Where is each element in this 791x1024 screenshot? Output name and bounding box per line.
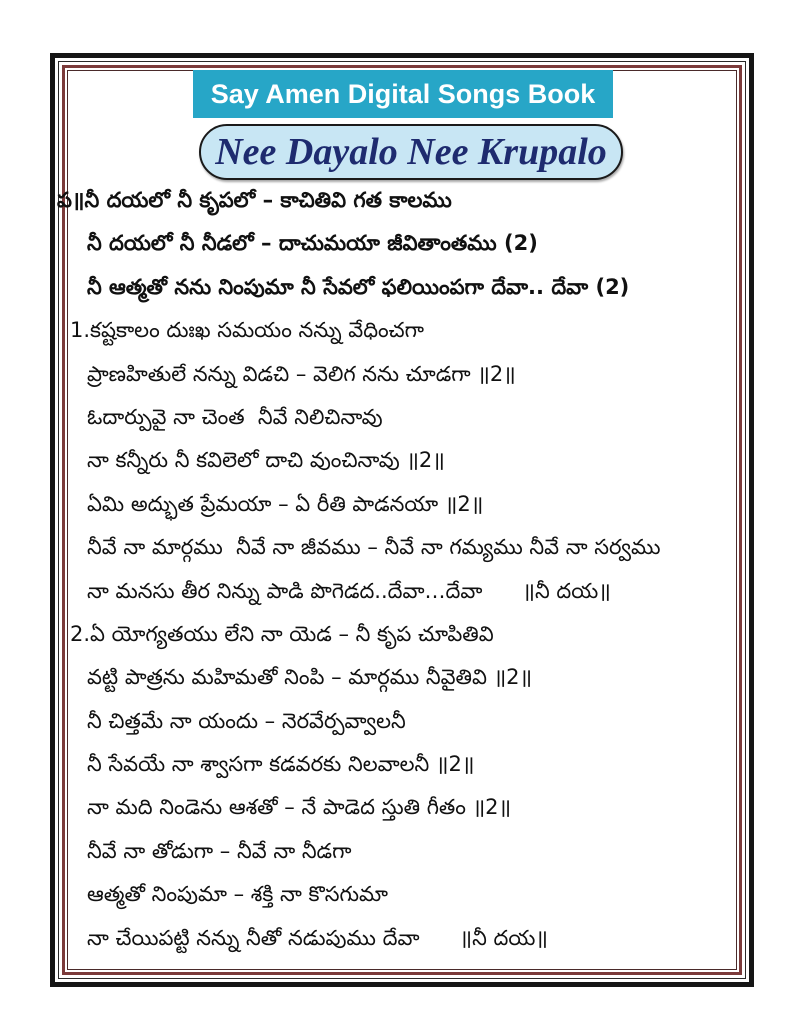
verse-2-line: వట్టి పాత్రను మహిమతో నింపి – మార్గము నీవైతివి ॥2॥	[87, 665, 533, 690]
verse-1-line: ఏమి అద్భుత ప్రేమయా – ఏ రీతి పాడనయా ॥2॥	[87, 491, 484, 516]
verse-2-line: నా చేయిపట్టి నన్ను నీతో నడుపుము దేవా ॥నీ దయ॥	[87, 925, 548, 950]
verse-1-line: ఓదార్పువై నా చెంత నీవే నిలిచినావు	[87, 404, 383, 429]
verse-1-line: 1.కష్టకాలం దుఃఖ సమయం నన్ను వేధించగా	[70, 318, 424, 343]
verse-2-line: ఆత్మతో నింపుమా – శక్తి నా కొసగుమా	[87, 882, 388, 907]
song-title-pill	[199, 124, 623, 180]
verse-2-line: 2.ఏ యోగ్యతయు లేని నా యెడ – నీ కృప చూపితివి	[70, 621, 494, 646]
book-title-banner	[193, 70, 613, 118]
chorus-line: ప॥నీ దయలో నీ కృపలో – కాచితివి గత కాలము	[57, 188, 452, 212]
verse-1-line: నా కన్నీరు నీ కవిలెలో దాచి వుంచినావు ॥2॥	[87, 448, 445, 473]
verse-2-line: నీవే నా తోడుగా – నీవే నా నీడగా	[87, 838, 352, 863]
chorus-line: నీ ఆత్మతో నను నింపుమా నీ సేవలో ఫలియింపగా దేవా.. దేవా (2)	[87, 274, 630, 299]
verse-2-line: నా మది నిండెను ఆశతో – నే పాడెద స్తుతి గీతం ॥2॥	[87, 795, 512, 820]
verse-2-line: నీ సేవయే నా శ్వాసగా కడవరకు నిలవాలనీ ॥2॥	[87, 752, 475, 777]
chorus-line: నీ దయలో నీ నీడలో – దాచుమయా జీవితాంతము (2)	[87, 231, 538, 256]
song-title: Nee Dayalo Nee Krupalo	[215, 131, 607, 173]
lyrics-block	[57, 179, 740, 969]
book-title: Say Amen Digital Songs Book	[210, 78, 596, 109]
verse-1-line: ప్రాణహితులే నన్ను విడచి – వెలిగ నను చూడగా ॥2॥	[87, 361, 516, 386]
verse-1-line: నా మనసు తీర నిన్ను పాడి పొగెడద..దేవా…దేవా ॥నీ దయ॥	[87, 578, 611, 603]
verse-1-line: నీవే నా మార్గము నీవే నా జీవము – నీవే నా గమ్యము నీవే నా సర్వము	[87, 535, 661, 560]
verse-2-line: నీ చిత్తమే నా యందు – నెరవేర్పవ్వాలనీ	[87, 708, 406, 733]
